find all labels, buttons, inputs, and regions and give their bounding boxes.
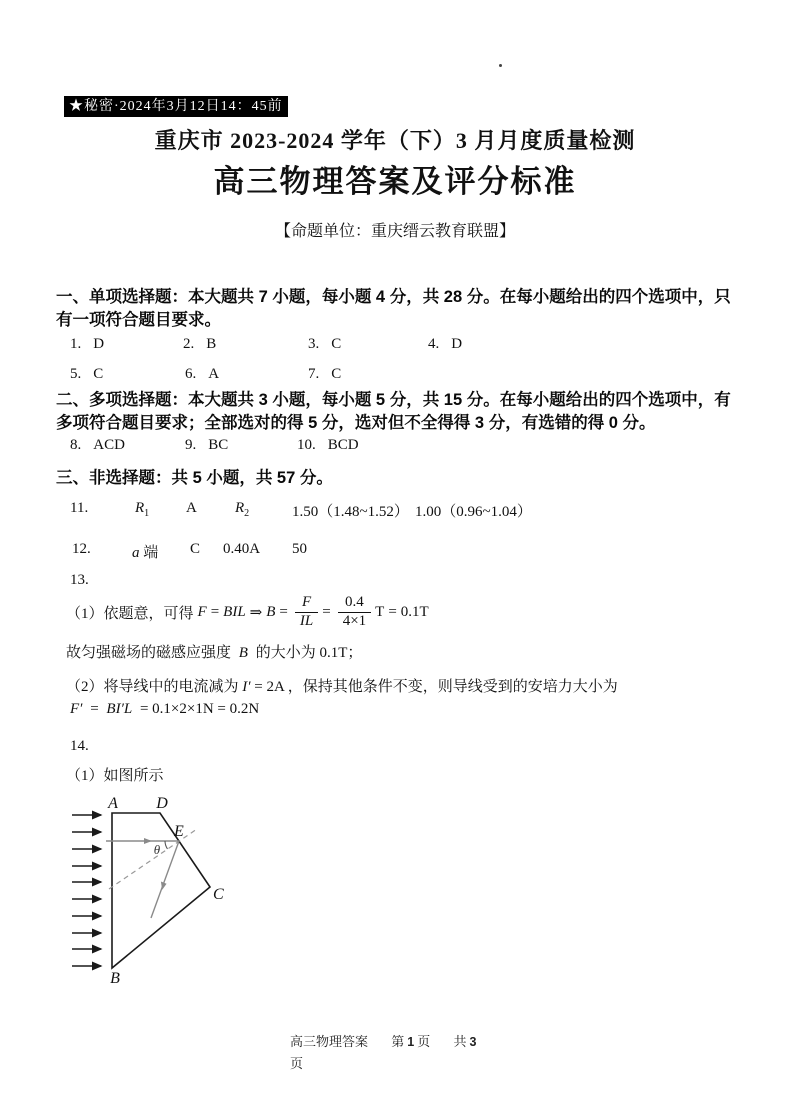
math-result: = 0.1×2×1N = 0.2N bbox=[139, 701, 260, 717]
question-13-part1-equation bbox=[66, 592, 433, 632]
point-label-e: E bbox=[174, 823, 184, 840]
section-three-heading bbox=[56, 467, 734, 490]
vertex-label-a: A bbox=[108, 795, 118, 812]
ray-diagram bbox=[60, 792, 240, 992]
fraction-F-over-IL: $\frac{F}{IL}$ bbox=[295, 594, 318, 630]
angle-arc bbox=[165, 841, 168, 849]
secrecy-banner bbox=[64, 96, 288, 117]
answer-terminal: a 端 bbox=[132, 545, 159, 561]
answer-item: 2. B bbox=[183, 336, 217, 352]
question-12-answers bbox=[56, 541, 756, 559]
section-two-heading bbox=[56, 389, 734, 435]
answer-blank-r1: $R_1$ bbox=[135, 500, 150, 519]
answers-row-8-10 bbox=[56, 437, 756, 455]
vertex-label-d: D bbox=[156, 795, 168, 812]
math-var: F bbox=[197, 603, 207, 620]
secrecy-banner-text: ★秘密·2024年3月12日14：45前 bbox=[69, 99, 283, 114]
answer-item: 1. D bbox=[70, 336, 105, 352]
footer-doc-title: 高三物理答案 bbox=[290, 1034, 369, 1049]
exam-unit-line: 【命题单位：重庆缙云教育联盟】 bbox=[274, 223, 515, 240]
answer-item: 10. BCD bbox=[297, 437, 359, 453]
answer-item: 7. C bbox=[308, 366, 342, 382]
math-var: B bbox=[238, 645, 248, 661]
answer-item: 8. ACD bbox=[70, 437, 125, 453]
section-three-heading-line: 三、非选择题：共 5 小题，共 57 分。 bbox=[56, 469, 333, 487]
section-two-heading-line2: 多项符合题目要求；全部选对的得 5 分，选对但不全得得 3 分，有选错的得 0 分。 bbox=[56, 414, 656, 432]
section-one-heading bbox=[56, 286, 734, 332]
question-11-answers bbox=[56, 500, 756, 518]
question-14-part1-label: （1）如图所示 bbox=[66, 768, 164, 784]
parallel-light-arrows bbox=[72, 815, 101, 966]
math-var: BIL bbox=[223, 603, 246, 620]
answer-item: 6. A bbox=[185, 366, 220, 382]
answer-current: 0.40A bbox=[223, 541, 261, 557]
question-number: 12. bbox=[72, 541, 91, 557]
footer-line1 bbox=[290, 1031, 479, 1053]
page-footer bbox=[290, 1031, 479, 1074]
footer-page-indicator: 第 1 页 bbox=[391, 1034, 431, 1049]
math-op: = bbox=[388, 603, 397, 620]
math-op: = bbox=[322, 603, 331, 620]
conclusion-text: 故匀强磁场的磁感应强度 bbox=[66, 645, 232, 661]
statement-text: ，保持其他条件不变，则导线受到的安培力大小为 bbox=[287, 679, 618, 695]
answer-item: 9. BC bbox=[185, 437, 229, 453]
unit-tesla: T bbox=[375, 603, 385, 620]
section-one-heading-line1: 一、单项选择题：本大题共 7 小题，每小题 4 分，共 28 分。在每小题给出的四个选项中，只 bbox=[56, 288, 731, 306]
math-op: = bbox=[210, 603, 220, 620]
answers-row-1-4 bbox=[56, 336, 756, 354]
math-op: = 2A bbox=[254, 679, 285, 695]
question-number: 11. bbox=[70, 500, 89, 516]
question-13-part1-conclusion bbox=[66, 641, 362, 662]
part1-label: （1）依题意，可得 bbox=[66, 605, 194, 622]
section-two-heading-line1: 二、多项选择题：本大题共 3 小题，每小题 5 分，共 15 分。在每小题给出的四个选项中，有 bbox=[56, 391, 731, 409]
vertex-label-b: B bbox=[110, 970, 120, 987]
footer-line2: 页 bbox=[290, 1056, 304, 1071]
math-var: F′ bbox=[70, 701, 83, 717]
page-title: 高三物理答案及评分标准 bbox=[213, 164, 577, 199]
answer-item: 3. C bbox=[308, 336, 342, 352]
section-one-heading-line2: 有一项符合题目要求。 bbox=[56, 311, 221, 329]
math-var: BI′L bbox=[106, 701, 133, 717]
math-result: 0.1T bbox=[400, 603, 429, 620]
implies-arrow: ⇒ bbox=[249, 604, 263, 621]
incident-ray bbox=[106, 838, 179, 844]
math-var: B bbox=[266, 603, 276, 620]
answer-blank-r2: $R_2$ bbox=[235, 500, 250, 519]
math-var: I′ bbox=[242, 679, 251, 695]
footer-total-indicator: 共 3 bbox=[453, 1034, 477, 1049]
answer-item: 5. C bbox=[70, 366, 104, 382]
normal-dashed-line bbox=[109, 829, 197, 889]
answer-blank-meter: A bbox=[186, 500, 197, 516]
stray-dot-mark bbox=[499, 64, 502, 67]
answer-item: 4. D bbox=[428, 336, 463, 352]
answer-value-1: 1.50（1.48~1.52） bbox=[292, 504, 409, 520]
answers-row-5-7 bbox=[56, 366, 756, 384]
answer-value-2: 1.00（0.96~1.04） bbox=[415, 504, 532, 520]
exam-subtitle: 重庆市 2023-2024 学年（下）3 月月度质量检测 bbox=[154, 128, 636, 153]
question-14-number: 14. bbox=[70, 738, 89, 754]
fraction-numeric: $\frac{0.4}{4\times 1}$ bbox=[338, 594, 371, 630]
statement-text: （2）将导线中的电流减为 bbox=[66, 679, 239, 695]
math-op: = bbox=[90, 701, 99, 717]
answer-option: C bbox=[190, 541, 201, 557]
question-13-part2-equation bbox=[70, 701, 259, 718]
conclusion-text: 的大小为 0.1T； bbox=[255, 645, 363, 661]
math-op: = bbox=[279, 603, 288, 620]
vertex-label-c: C bbox=[213, 886, 224, 903]
question-13-number: 13. bbox=[70, 572, 89, 588]
question-13-part2-statement bbox=[66, 675, 618, 696]
theta-angle-label: θ bbox=[153, 842, 161, 857]
answer-resistance: 50 bbox=[292, 541, 307, 557]
